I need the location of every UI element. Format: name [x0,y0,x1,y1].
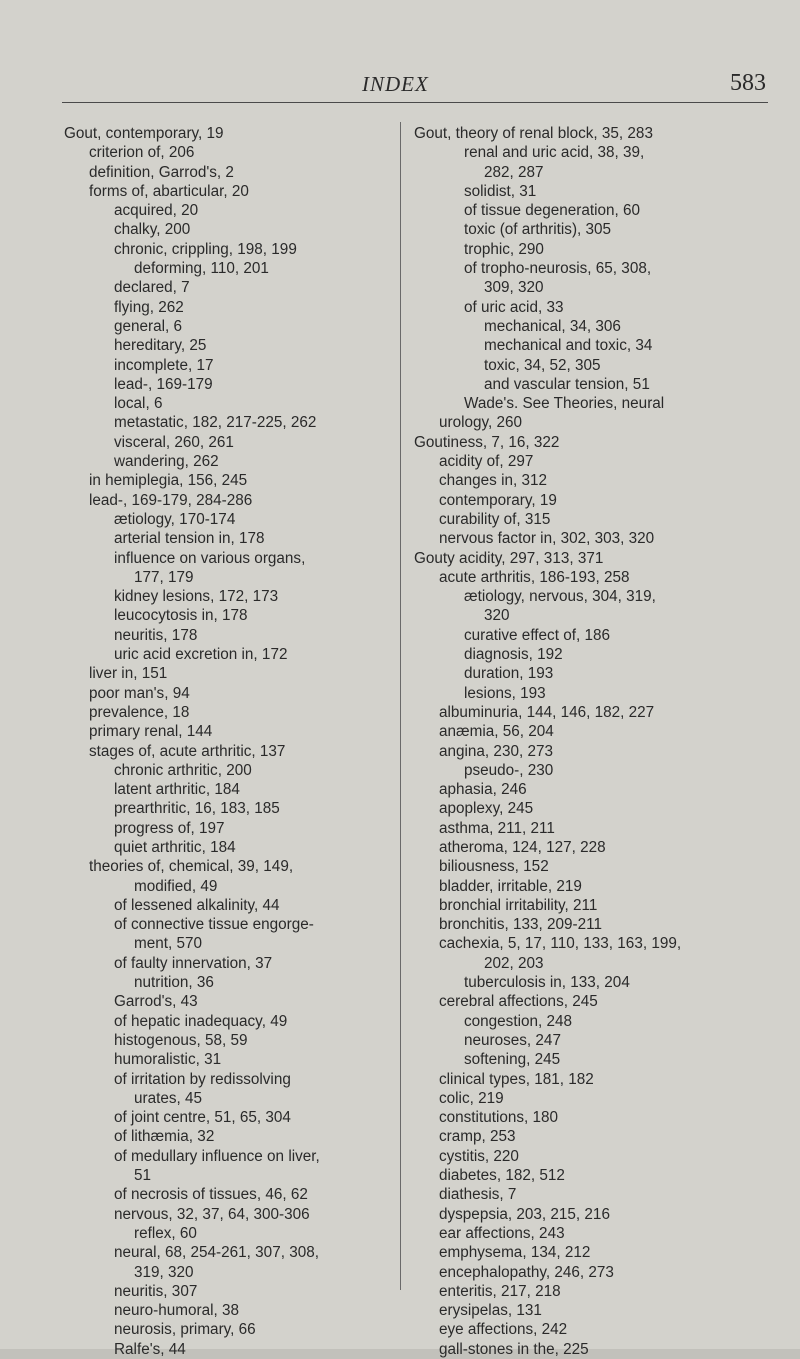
index-entry: renal and uric acid, 38, 39, [464,144,645,162]
index-entry: kidney lesions, 172, 173 [114,588,279,606]
index-entry: general, 6 [114,317,183,335]
index-entry: of lithæmia, 32 [114,1128,215,1146]
index-entry: contemporary, 19 [439,491,557,509]
index-entry: of faulty innervation, 37 [114,954,273,972]
index-entry: declared, 7 [114,279,190,297]
index-entry: neural, 68, 254-261, 307, 308, [114,1244,319,1262]
index-entry: urates, 45 [134,1089,203,1107]
index-entry: humoralistic, 31 [114,1051,222,1069]
index-entry: leucocytosis in, 178 [114,607,248,625]
index-entry: angina, 230, 273 [439,742,553,760]
index-entry: of lessened alkalinity, 44 [114,896,280,914]
index-entry: deforming, 110, 201 [134,260,269,278]
index-entry: asthma, 211, 211 [439,819,555,837]
index-entry: criterion of, 206 [89,144,195,162]
index-entry: aphasia, 246 [439,781,527,799]
index-entry: Ralfe's, 44 [114,1340,186,1358]
index-entry: acquired, 20 [114,202,199,220]
index-entry: liver in, 151 [89,665,168,683]
index-entry: ear affections, 243 [439,1224,565,1242]
index-entry: 282, 287 [484,163,544,181]
index-entry: neuritis, 178 [114,626,198,644]
index-entry: acidity of, 297 [439,453,534,471]
index-entry: arterial tension in, 178 [114,530,265,548]
index-entry: diathesis, 7 [439,1186,517,1204]
index-entry: duration, 193 [464,665,554,683]
index-entry: lead-, 169-179 [114,375,213,393]
index-entry: nervous factor in, 302, 303, 320 [439,530,655,548]
index-entry: lesions, 193 [464,684,546,702]
index-entry: in hemiplegia, 156, 245 [89,472,248,490]
index-entry: visceral, 260, 261 [114,433,234,451]
index-entry: metastatic, 182, 217-225, 262 [114,414,317,432]
index-entry: of joint centre, 51, 65, 304 [114,1109,291,1127]
index-entry: local, 6 [114,395,163,413]
index-entry: chronic, crippling, 198, 199 [114,240,297,258]
index-entry: nervous, 32, 37, 64, 300-306 [114,1205,310,1223]
index-entry: of irritation by redissolving [114,1070,291,1088]
index-entry: Garrod's, 43 [114,993,198,1011]
index-entry: of tissue degeneration, 60 [464,202,641,220]
index-entry: prevalence, 18 [89,703,190,721]
index-entry: primary renal, 144 [89,723,213,741]
index-entry: Wade's. See Theories, neural [464,395,665,413]
index-entry: cachexia, 5, 17, 110, 133, 163, 199, [439,935,682,953]
index-entry: 320 [484,607,510,625]
index-entry: gall-stones in the, 225 [439,1340,589,1358]
index-entry: softening, 245 [464,1051,561,1069]
index-entry: theories of, chemical, 39, 149, [89,858,294,876]
index-entry: eye affections, 242 [439,1321,568,1339]
index-column-right [414,124,764,1359]
column-divider [400,122,401,1290]
index-entry: of medullary influence on liver, [114,1147,320,1165]
index-entry: erysipelas, 131 [439,1302,542,1320]
index-entry: of connective tissue engorge- [114,916,314,934]
page-title: INDEX [362,72,429,96]
index-entry: definition, Garrod's, 2 [89,163,234,181]
index-entry: 319, 320 [134,1263,194,1281]
index-entry: encephalopathy, 246, 273 [439,1263,614,1281]
page-header [62,70,768,103]
index-entry: Goutiness, 7, 16, 322 [414,433,560,451]
index-entry: Gout, theory of renal block, 35, 283 [414,125,653,142]
index-entry: constitutions, 180 [439,1109,559,1127]
index-entry: lead-, 169-179, 284-286 [89,491,253,509]
index-entry: cramp, 253 [439,1128,516,1146]
index-entry: emphysema, 134, 212 [439,1244,591,1262]
index-entry: Gout, contemporary, 19 [64,125,224,142]
index-entry: acute arthritis, 186-193, 258 [439,568,630,586]
index-entry: progress of, 197 [114,819,225,837]
index-entry: bladder, irritable, 219 [439,877,582,895]
index-entry: uric acid excretion in, 172 [114,646,288,664]
index-entry: enteritis, 217, 218 [439,1282,561,1300]
page-number: 583 [730,70,766,96]
index-entry: biliousness, 152 [439,858,549,876]
index-entry: trophic, 290 [464,240,544,258]
index-entry: 51 [134,1167,152,1185]
index-entry: of hepatic inadequacy, 49 [114,1012,288,1030]
index-entry: apoplexy, 245 [439,800,534,818]
index-entry: diagnosis, 192 [464,646,563,664]
index-entry: chalky, 200 [114,221,191,239]
index-entry: mechanical and toxic, 34 [484,337,653,355]
index-entry: of uric acid, 33 [464,298,564,316]
index-entry: 309, 320 [484,279,544,297]
index-entry: atheroma, 124, 127, 228 [439,838,606,856]
index-entry: toxic, 34, 52, 305 [484,356,601,374]
index-entry: bronchitis, 133, 209-211 [439,916,602,934]
index-entry: albuminuria, 144, 146, 182, 227 [439,703,655,721]
index-entry: nutrition, 36 [134,974,214,992]
index-entry: Gouty acidity, 297, 313, 371 [414,549,604,567]
index-entry: incomplete, 17 [114,356,214,374]
index-entry: reflex, 60 [134,1224,197,1242]
index-entry: bronchial irritability, 211 [439,896,598,914]
index-entry: histogenous, 58, 59 [114,1031,248,1049]
index-entry: influence on various organs, [114,549,306,567]
index-entry: neurosis, primary, 66 [114,1321,256,1339]
index-entry: poor man's, 94 [89,684,190,702]
index-entry: neuritis, 307 [114,1282,198,1300]
index-entry: chronic arthritic, 200 [114,761,252,779]
index-entry: clinical types, 181, 182 [439,1070,594,1088]
index-entry: cystitis, 220 [439,1147,519,1165]
index-column-left [64,124,394,1359]
index-entry: changes in, 312 [439,472,548,490]
index-entry: curative effect of, 186 [464,626,610,644]
index-entry: hereditary, 25 [114,337,207,355]
index-entry: of tropho-neurosis, 65, 308, [464,260,652,278]
index-entry: and vascular tension, 51 [484,375,650,393]
index-entry: cerebral affections, 245 [439,993,598,1011]
index-entry: diabetes, 182, 512 [439,1167,565,1185]
index-entry: wandering, 262 [114,453,219,471]
index-entry: prearthritic, 16, 183, 185 [114,800,280,818]
index-entry: anæmia, 56, 204 [439,723,554,741]
index-entry: 177, 179 [134,568,194,586]
index-entry: pseudo-, 230 [464,761,554,779]
index-entry: stages of, acute arthritic, 137 [89,742,286,760]
index-entry: neuroses, 247 [464,1031,561,1049]
index-entry: mechanical, 34, 306 [484,317,621,335]
index-entry: 202, 203 [484,954,544,972]
index-entry: neuro-humoral, 38 [114,1302,239,1320]
index-entry: ætiology, nervous, 304, 319, [464,588,656,606]
index-entry: dyspepsia, 203, 215, 216 [439,1205,610,1223]
index-entry: of necrosis of tissues, 46, 62 [114,1186,308,1204]
index-entry: congestion, 248 [464,1012,573,1030]
index-entry: modified, 49 [134,877,218,895]
index-entry: solidist, 31 [464,182,537,200]
index-entry: ment, 570 [134,935,203,953]
index-entry: forms of, abarticular, 20 [89,182,249,200]
index-entry: toxic (of arthritis), 305 [464,221,612,239]
index-entry: latent arthritic, 184 [114,781,240,799]
index-entry: ætiology, 170-174 [114,510,236,528]
index-entry: urology, 260 [439,414,523,432]
index-entry: flying, 262 [114,298,184,316]
index-entry: quiet arthritic, 184 [114,838,236,856]
index-entry: colic, 219 [439,1089,504,1107]
index-entry: tuberculosis in, 133, 204 [464,974,630,992]
index-entry: curability of, 315 [439,510,551,528]
